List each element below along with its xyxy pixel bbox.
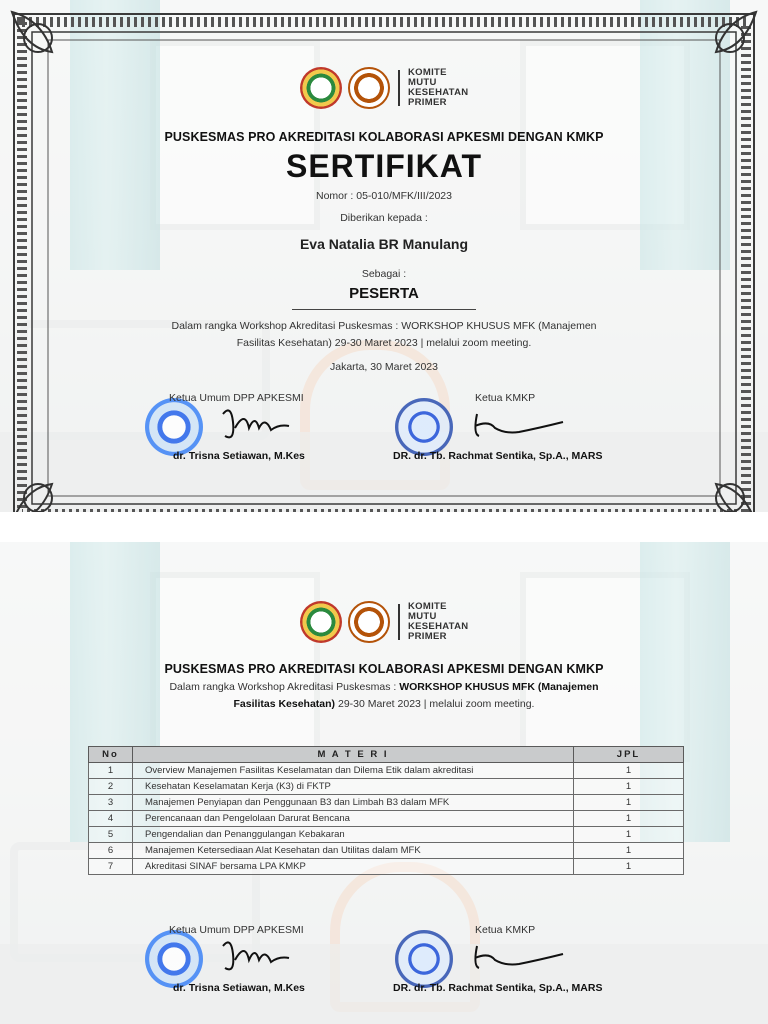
- row-materi: Perencanaan dan Pengelolaan Darurat Bencana: [133, 811, 574, 827]
- certificate-title: SERTIFIKAT: [285, 148, 483, 184]
- materials-table: [88, 746, 684, 875]
- apkesmi-stamp-icon: [145, 930, 203, 988]
- event-description: [0, 318, 768, 352]
- row-materi: Manajemen Penyiapan dan Penggunaan B3 dan Limbah B3 dalam MFK: [133, 795, 574, 811]
- organization-heading: PUSKESMAS PRO AKREDITASI KOLABORASI APKESMI DENGAN KMKP: [164, 130, 604, 144]
- signer-name: dr. Trisna Setiawan, M.Kes: [173, 982, 305, 994]
- organization-heading: PUSKESMAS PRO AKREDITASI KOLABORASI APKESMI DENGAN KMKP: [164, 662, 604, 676]
- row-number: 1: [89, 763, 133, 779]
- event-description-line: Fasilitas Kesehatan) 29-30 Maret 2023 | melalui zoom meeting.: [236, 337, 532, 349]
- signature-block-right: [393, 392, 643, 462]
- recipient-name: Eva Natalia BR Manulang: [299, 236, 469, 252]
- table-row: [89, 779, 684, 795]
- signature-block-left: [145, 392, 405, 462]
- signer-name: DR. dr. Tb. Rachmat Sentika, Sp.A., MARS: [393, 982, 603, 994]
- row-number: 3: [89, 795, 133, 811]
- row-jpl: 1: [574, 859, 684, 875]
- table-row: [89, 763, 684, 779]
- row-jpl: 1: [574, 843, 684, 859]
- table-row: [89, 811, 684, 827]
- apkesmi-logo: [300, 67, 342, 109]
- row-number: 2: [89, 779, 133, 795]
- row-jpl: 1: [574, 795, 684, 811]
- as-label: Sebagai :: [361, 268, 407, 280]
- row-materi: Kesehatan Keselamatan Kerja (K3) di FKTP: [133, 779, 574, 795]
- event-description-text: Dalam rangka Workshop Akreditasi Puskesmas :: [169, 681, 400, 693]
- table-row: [89, 795, 684, 811]
- signature-block-left: [145, 924, 405, 994]
- row-number: 5: [89, 827, 133, 843]
- signer-title: Ketua KMKP: [475, 392, 536, 404]
- brand-text-line: MUTU: [408, 611, 437, 622]
- signer-name: dr. Trisna Setiawan, M.Kes: [173, 450, 305, 462]
- signer-title: Ketua Umum DPP APKESMI: [169, 924, 304, 936]
- header-logos: [300, 66, 480, 110]
- row-jpl: 1: [574, 811, 684, 827]
- event-description-text: 29-30 Maret 2023 | melalui zoom meeting.: [335, 698, 535, 710]
- handwritten-signature-icon: [467, 938, 577, 974]
- kmkp-stamp-icon: [395, 930, 453, 988]
- kmkp-logo: [348, 601, 390, 643]
- row-number: 6: [89, 843, 133, 859]
- kmkp-brand-text: [408, 68, 468, 108]
- table-row: [89, 859, 684, 875]
- brand-text-line: PRIMER: [408, 631, 447, 642]
- row-number: 4: [89, 811, 133, 827]
- column-header-materi: M A T E R I: [133, 747, 574, 763]
- row-materi: Akreditasi SINAF bersama LPA KMKP: [133, 859, 574, 875]
- logo-divider: [398, 70, 400, 106]
- certificate-page-back: [0, 542, 768, 1024]
- handwritten-signature-icon: [217, 934, 297, 974]
- brand-text-line: PRIMER: [408, 97, 447, 108]
- column-header-jpl: JPL: [574, 747, 684, 763]
- header-logos: [300, 600, 480, 644]
- row-jpl: 1: [574, 779, 684, 795]
- row-number: 7: [89, 859, 133, 875]
- given-to-label: Diberikan kepada :: [340, 212, 428, 224]
- row-materi: Overview Manajemen Fasilitas Keselamatan dan Dilema Etik dalam akreditasi: [133, 763, 574, 779]
- signer-name: DR. dr. Tb. Rachmat Sentika, Sp.A., MARS: [393, 450, 603, 462]
- column-header-no: No: [89, 747, 133, 763]
- certificate-number: Nomor : 05-010/MFK/III/2023: [316, 190, 452, 202]
- table-row: [89, 843, 684, 859]
- row-materi: Pengendalian dan Penanggulangan Kebakaran: [133, 827, 574, 843]
- kmkp-logo: [348, 67, 390, 109]
- kmkp-stamp-icon: [395, 398, 453, 456]
- kmkp-brand-text: [408, 602, 468, 642]
- signer-title: Ketua Umum DPP APKESMI: [169, 392, 304, 404]
- table-row: [89, 827, 684, 843]
- brand-text-line: KOMITE: [408, 67, 447, 78]
- brand-text-line: MUTU: [408, 77, 437, 88]
- event-description-line: Dalam rangka Workshop Akreditasi Puskesmas : WORKSHOP KHUSUS MFK (Manajemen: [171, 320, 597, 332]
- apkesmi-logo: [300, 601, 342, 643]
- table-header-row: [89, 747, 684, 763]
- signer-title: Ketua KMKP: [475, 924, 536, 936]
- divider-line: [292, 309, 476, 310]
- event-description: [0, 679, 768, 713]
- brand-text-line: KOMITE: [408, 601, 447, 612]
- row-materi: Manajemen Ketersediaan Alat Kesehatan dan Utilitas dalam MFK: [133, 843, 574, 859]
- handwritten-signature-icon: [217, 402, 297, 442]
- apkesmi-stamp-icon: [145, 398, 203, 456]
- participant-role: PESERTA: [349, 285, 419, 302]
- brand-text-line: KESEHATAN: [408, 621, 469, 632]
- row-jpl: 1: [574, 763, 684, 779]
- brand-text-line: KESEHATAN: [408, 87, 469, 98]
- handwritten-signature-icon: [467, 406, 577, 442]
- event-description-bold: WORKSHOP KHUSUS MFK (Manajemen: [399, 681, 599, 693]
- signature-block-right: [393, 924, 643, 994]
- event-description-bold: Fasilitas Kesehatan): [233, 698, 336, 710]
- place-date: Jakarta, 30 Maret 2023: [330, 361, 438, 373]
- row-jpl: 1: [574, 827, 684, 843]
- logo-divider: [398, 604, 400, 640]
